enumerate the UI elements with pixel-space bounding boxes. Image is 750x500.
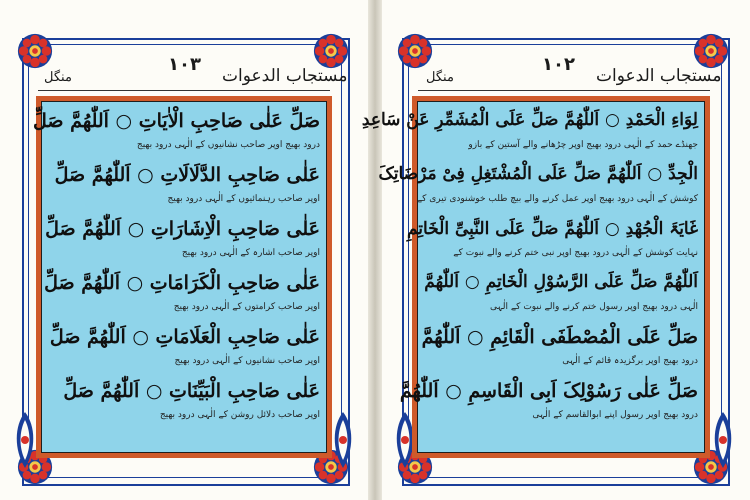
- translation-line: نہایت کوشش کے الٰہی درود بھیج اوپر نبی ختم کرنے والے نبوت کے: [453, 248, 698, 258]
- left-page: [0, 0, 368, 500]
- translation-line: درود بھیج اوپر رسول اپنے ابوالقاسم کے الٰہی: [532, 410, 698, 420]
- translation-line: درود بھیج اوپر صاحب نشانیوں کے الٰہی درود بھیج: [136, 140, 320, 150]
- translation-line: کوشش کے الٰہی درود بھیج اوپر عمل کرنے والے بیچ طلب خوشنودی تیری کے: [416, 194, 698, 204]
- text-panel-inner: [33, 101, 327, 453]
- arabic-line: اَللّٰھُمَّ صَلِّ عَلَی الرَّسُوْلِ الْخَاتِمِ ○ اَللّٰھُمَّ: [424, 272, 698, 292]
- translation-line: اوپر صاحب رہنمائیوں کے الٰہی درود بھیج: [167, 194, 320, 204]
- flower-ornament-icon: [312, 32, 350, 70]
- translation-line: اوپر صاحب اشارہ کے الٰہی درود بھیج: [181, 248, 320, 258]
- arabic-line: صَلِّ عَلَی الْمُصْطَفَی الْقَائِمِ ○ اَللّٰھُمَّ: [421, 326, 698, 348]
- text-panel: [33, 96, 332, 458]
- leaf-ornament-icon: [710, 410, 736, 470]
- arabic-line: عَلٰی صَاحِبِ الْبَیِّنَاتِ ○ اَللّٰھُمَّ صَلِّ: [63, 380, 320, 402]
- page-number: ١٠٢: [542, 54, 575, 75]
- arabic-line: صَلِّ عَلٰی رَسُوْلِکَ اَبِی الْقَاسِمِ ○ اَللّٰھُمَّ: [399, 380, 698, 402]
- translation-line: جھنڈے حمد کے الٰہی درود بھیج اوپر چڑھانے والے آستین کے بازو: [468, 140, 698, 150]
- arabic-line: لِوَاءِ الْحَمْدِ ○ اَللّٰھُمَّ صَلِّ عَلَی الْمُشَمِّرِ عَنْ سَاعِدِ: [361, 110, 698, 130]
- text-panel-inner: [361, 101, 705, 453]
- translation-line: اوپر صاحب کرامتوں کے الٰہی درود بھیج: [173, 302, 320, 312]
- flower-ornament-icon: [16, 32, 54, 70]
- right-page: [361, 0, 750, 500]
- arabic-line: غَایَۃَ الْجُھْدِ ○ اَللّٰھُمَّ صَلِّ عَلَی النَّبِیِّ الْخَاتِمِ: [406, 219, 698, 239]
- flower-ornament-icon: [396, 32, 434, 70]
- arabic-line: الْجِدِّ ○ اَللّٰھُمَّ صَلِّ عَلَی الْمُشْتَغِلِ فِیْ مَرْضَاتِکَ: [378, 164, 698, 184]
- page-title: مستجاب الدعوات: [596, 66, 722, 86]
- translation-line: اوپر صاحب دلائل روشن کے الٰہی درود بھیج: [159, 410, 320, 420]
- header-rule: [418, 90, 710, 91]
- arabic-line: صَلِّ عَلٰی صَاحِبِ الْاٰیَاتِ ○ اَللّٰھُمَّ صَلِّ: [33, 110, 320, 132]
- translation-line: درود بھیج اوپر برگزیدہ قائم کے الٰہی: [562, 356, 698, 366]
- leaf-ornament-icon: [330, 410, 356, 470]
- page-number: ١٠٣: [168, 54, 201, 75]
- flower-ornament-icon: [692, 32, 730, 70]
- arabic-line: عَلٰی صَاحِبِ الدَّلَالَاتِ ○ اَللّٰھُمَّ صَلِّ: [54, 164, 320, 186]
- leaf-ornament-icon: [12, 410, 38, 470]
- arabic-line: عَلٰی صَاحِبِ الْکَرَامَاتِ ○ اَللّٰھُمَّ صَلِّ: [44, 272, 320, 294]
- text-panel: [361, 96, 710, 458]
- header-rule: [38, 90, 330, 91]
- translation-line: اوپر صاحب نشانیوں کے الٰہی درود بھیج: [174, 356, 320, 366]
- day-label: منگل: [426, 70, 454, 85]
- page-title: مستجاب الدعوات: [222, 66, 348, 86]
- translation-line: الٰہی درود بھیج اوپر رسول ختم کرنے والے نبوت کے الٰہی: [490, 302, 698, 312]
- arabic-line: عَلٰی صَاحِبِ الْاِشَارَاتِ ○ اَللّٰھُمَّ صَلِّ: [45, 218, 320, 240]
- book-gutter: [368, 0, 382, 500]
- arabic-line: عَلٰی صَاحِبِ الْعَلَامَاتِ ○ اَللّٰھُمَّ صَلِّ: [49, 326, 320, 348]
- day-label: منگل: [44, 70, 72, 85]
